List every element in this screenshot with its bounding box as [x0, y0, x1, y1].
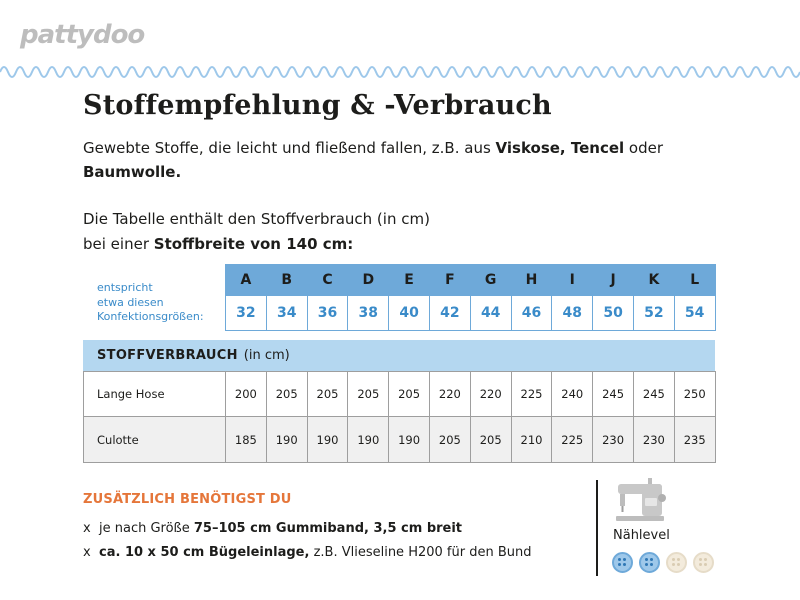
extras-list — [83, 517, 531, 565]
consumption-value: 235 — [674, 417, 715, 463]
size-numbers-row — [226, 296, 716, 330]
size-number: 32 — [226, 296, 267, 330]
size-number: 52 — [633, 296, 674, 330]
divider — [596, 480, 598, 576]
size-caption-line: Konfektionsgrößen: — [97, 310, 204, 323]
consumption-value: 190 — [348, 417, 389, 463]
intro-fabric-cotton: Baumwolle. — [83, 163, 182, 181]
size-number: 50 — [593, 296, 634, 330]
intro-fabrics: Viskose, Tencel — [495, 139, 625, 157]
size-letter: I — [552, 264, 593, 296]
table-intro-line2: bei einer — [83, 235, 154, 253]
consumption-value: 230 — [593, 417, 634, 463]
consumption-value: 205 — [266, 372, 307, 417]
size-number: 48 — [552, 296, 593, 330]
intro-text: Gewebte Stoffe, die leicht und fließend fallen, z.B. aus — [83, 139, 496, 157]
consumption-value: 190 — [266, 417, 307, 463]
size-letter: H — [511, 264, 552, 296]
consumption-value: 225 — [511, 372, 552, 417]
sewing-level-indicator — [612, 552, 714, 573]
consumption-value: 205 — [348, 372, 389, 417]
level-button-empty-icon — [666, 552, 687, 573]
consumption-value: 245 — [593, 372, 634, 417]
size-number: 44 — [470, 296, 511, 330]
size-number: 46 — [511, 296, 552, 330]
consumption-value: 230 — [633, 417, 674, 463]
size-caption-line: etwa diesen — [97, 295, 164, 309]
size-caption-line: entspricht — [97, 281, 153, 294]
level-button-empty-icon — [693, 552, 714, 573]
size-number: 40 — [389, 296, 430, 330]
size-letter: K — [633, 264, 674, 296]
size-number: 36 — [307, 296, 348, 330]
consumption-value: 240 — [552, 372, 593, 417]
wave-divider — [0, 62, 800, 82]
extras-heading: ZUSÄTZLICH BENÖTIGST DU — [83, 492, 292, 507]
fabric-recommendation — [83, 136, 733, 184]
list-item — [83, 541, 531, 565]
size-letter: C — [307, 264, 348, 296]
size-caption — [97, 281, 227, 325]
consumption-value: 190 — [307, 417, 348, 463]
level-button-filled-icon — [612, 552, 633, 573]
consumption-value: 220 — [429, 372, 470, 417]
list-text-bold: ca. 10 x 50 cm Bügeleinlage, — [99, 545, 310, 560]
consumption-value: 185 — [226, 417, 267, 463]
size-letter: D — [348, 264, 389, 296]
table-row — [84, 417, 716, 463]
size-number: 54 — [674, 296, 715, 330]
list-item — [83, 517, 531, 541]
list-text: je nach Größe — [99, 521, 194, 536]
consumption-value: 205 — [429, 417, 470, 463]
fabric-width: Stoffbreite von 140 cm: — [153, 235, 354, 253]
page-title: Stoffempfehlung & -Verbrauch — [83, 90, 552, 121]
garment-label: Culotte — [84, 417, 226, 463]
size-letter: L — [674, 264, 715, 296]
size-table — [225, 264, 716, 331]
brand-logo: pattydoo — [20, 20, 145, 50]
size-letter: F — [429, 264, 470, 296]
consumption-value: 205 — [470, 417, 511, 463]
sewing-machine-icon — [612, 478, 668, 522]
consumption-value: 245 — [633, 372, 674, 417]
consumption-header — [83, 340, 715, 371]
size-letter: B — [266, 264, 307, 296]
size-number: 34 — [266, 296, 307, 330]
consumption-value: 205 — [389, 372, 430, 417]
size-number: 42 — [429, 296, 470, 330]
consumption-table — [83, 371, 716, 463]
table-intro-line1: Die Tabelle enthält den Stoffverbrauch (in cm) — [83, 210, 430, 228]
consumption-value: 190 — [389, 417, 430, 463]
sewing-level-label: Nählevel — [613, 528, 670, 543]
list-text-bold: 75–105 cm Gummiband, 3,5 cm breit — [193, 521, 463, 536]
list-marker: x — [83, 521, 91, 536]
table-row — [84, 372, 716, 417]
consumption-unit: (in cm) — [243, 348, 290, 363]
size-letters-row — [226, 264, 716, 296]
size-letter: J — [593, 264, 634, 296]
table-intro — [83, 207, 733, 257]
consumption-value: 220 — [470, 372, 511, 417]
consumption-value: 200 — [226, 372, 267, 417]
consumption-value: 225 — [552, 417, 593, 463]
size-letter: G — [470, 264, 511, 296]
intro-text-or: oder — [624, 139, 664, 157]
consumption-title: STOFFVERBRAUCH — [97, 348, 238, 363]
consumption-value: 205 — [307, 372, 348, 417]
size-letter: A — [226, 264, 267, 296]
size-letter: E — [389, 264, 430, 296]
list-text: z.B. Vlieseline H200 für den Bund — [309, 545, 532, 560]
garment-label: Lange Hose — [84, 372, 226, 417]
level-button-filled-icon — [639, 552, 660, 573]
list-marker: x — [83, 545, 91, 560]
consumption-value: 210 — [511, 417, 552, 463]
size-number: 38 — [348, 296, 389, 330]
consumption-value: 250 — [674, 372, 715, 417]
